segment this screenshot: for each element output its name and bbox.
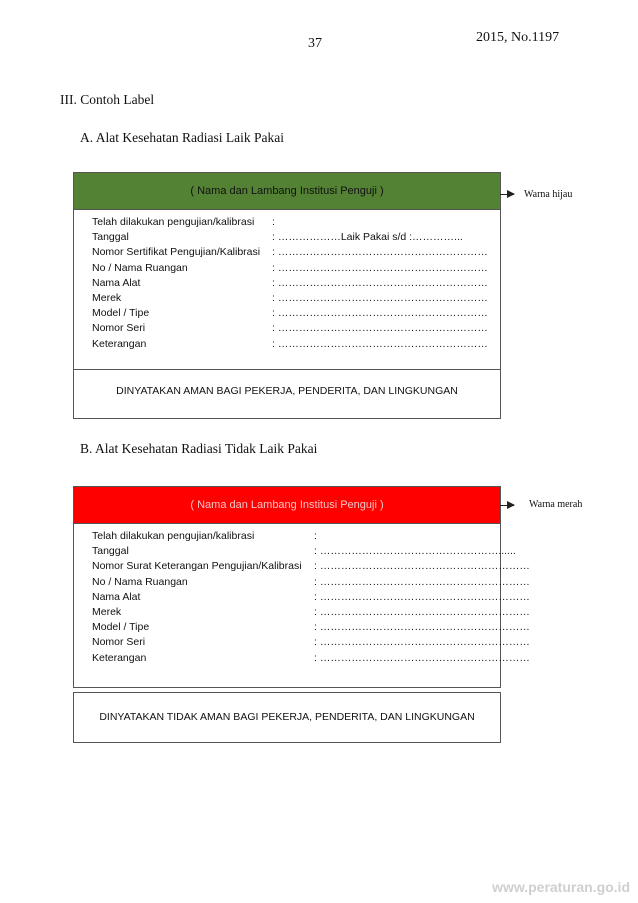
label-b-statement: DINYATAKAN TIDAK AMAN BAGI PEKERJA, PENDERITA, DAN LINGKUNGAN xyxy=(99,711,475,723)
label-b-color-note: Warna merah xyxy=(529,499,583,510)
field-row: Telah dilakukan pengujian/kalibrasi : xyxy=(92,216,275,228)
label-b-band-text: ( Nama dan Lambang Institusi Penguji ) xyxy=(190,499,384,511)
label-a-color-note: Warna hijau xyxy=(524,189,573,200)
field-row: Nama Alat : …………………………………………………… xyxy=(92,276,488,289)
label-b-fields xyxy=(92,529,530,666)
section-title: III. Contoh Label xyxy=(60,92,155,107)
field-row: Nama Alat : …………………………………………………… xyxy=(92,590,530,603)
field-row: Nomor Seri : …………………………………………………… xyxy=(92,322,488,335)
field-row: Merek : …………………………………………………… xyxy=(92,606,530,619)
field-row: No / Nama Ruangan : …………………………………………………… xyxy=(92,261,488,274)
document-reference: 2015, No.1197 xyxy=(476,30,560,45)
label-b-heading: B. Alat Kesehatan Radiasi Tidak Laik Pakai xyxy=(80,441,318,456)
label-b-header-band xyxy=(74,487,500,524)
label-a-band-text: ( Nama dan Lambang Institusi Penguji ) xyxy=(190,185,384,197)
label-a-divider xyxy=(74,369,500,370)
field-row: Keterangan : …………………………………………………… xyxy=(92,651,530,664)
arrow-icon xyxy=(500,505,514,506)
field-row: Nomor Surat Keterangan Pengujian/Kalibrasi : …………………………………………………… xyxy=(92,560,530,573)
field-row: No / Nama Ruangan : …………………………………………………… xyxy=(92,575,530,588)
label-b-box xyxy=(73,486,530,688)
label-b-statement-box xyxy=(73,692,501,743)
field-row: Nomor Seri : …………………………………………………… xyxy=(92,636,530,649)
label-a-fields xyxy=(92,215,488,352)
label-a-header-band xyxy=(74,173,500,210)
field-row: Model / Tipe : …………………………………………………… xyxy=(92,621,530,634)
arrow-icon xyxy=(500,194,514,195)
page-number: 37 xyxy=(308,36,322,51)
label-a-box xyxy=(73,172,501,419)
field-row: Nomor Sertifikat Pengujian/Kalibrasi : …………………………………………………… xyxy=(92,246,488,259)
field-row: Merek : …………………………………………………… xyxy=(92,292,488,305)
label-a-heading: A. Alat Kesehatan Radiasi Laik Pakai xyxy=(80,130,284,145)
field-row: Keterangan : …………………………………………………… xyxy=(92,337,488,350)
field-row: Tanggal : ……………………………………………...... xyxy=(92,545,516,558)
field-row: Model / Tipe : …………………………………………………… xyxy=(92,307,488,320)
field-row: Telah dilakukan pengujian/kalibrasi : xyxy=(92,530,317,542)
watermark: www.peraturan.go.id xyxy=(492,879,630,895)
label-a-statement: DINYATAKAN AMAN BAGI PEKERJA, PENDERITA, DAN LINGKUNGAN xyxy=(116,385,458,397)
field-row: Tanggal : ………………Laik Pakai s/d :…………... xyxy=(92,231,463,244)
